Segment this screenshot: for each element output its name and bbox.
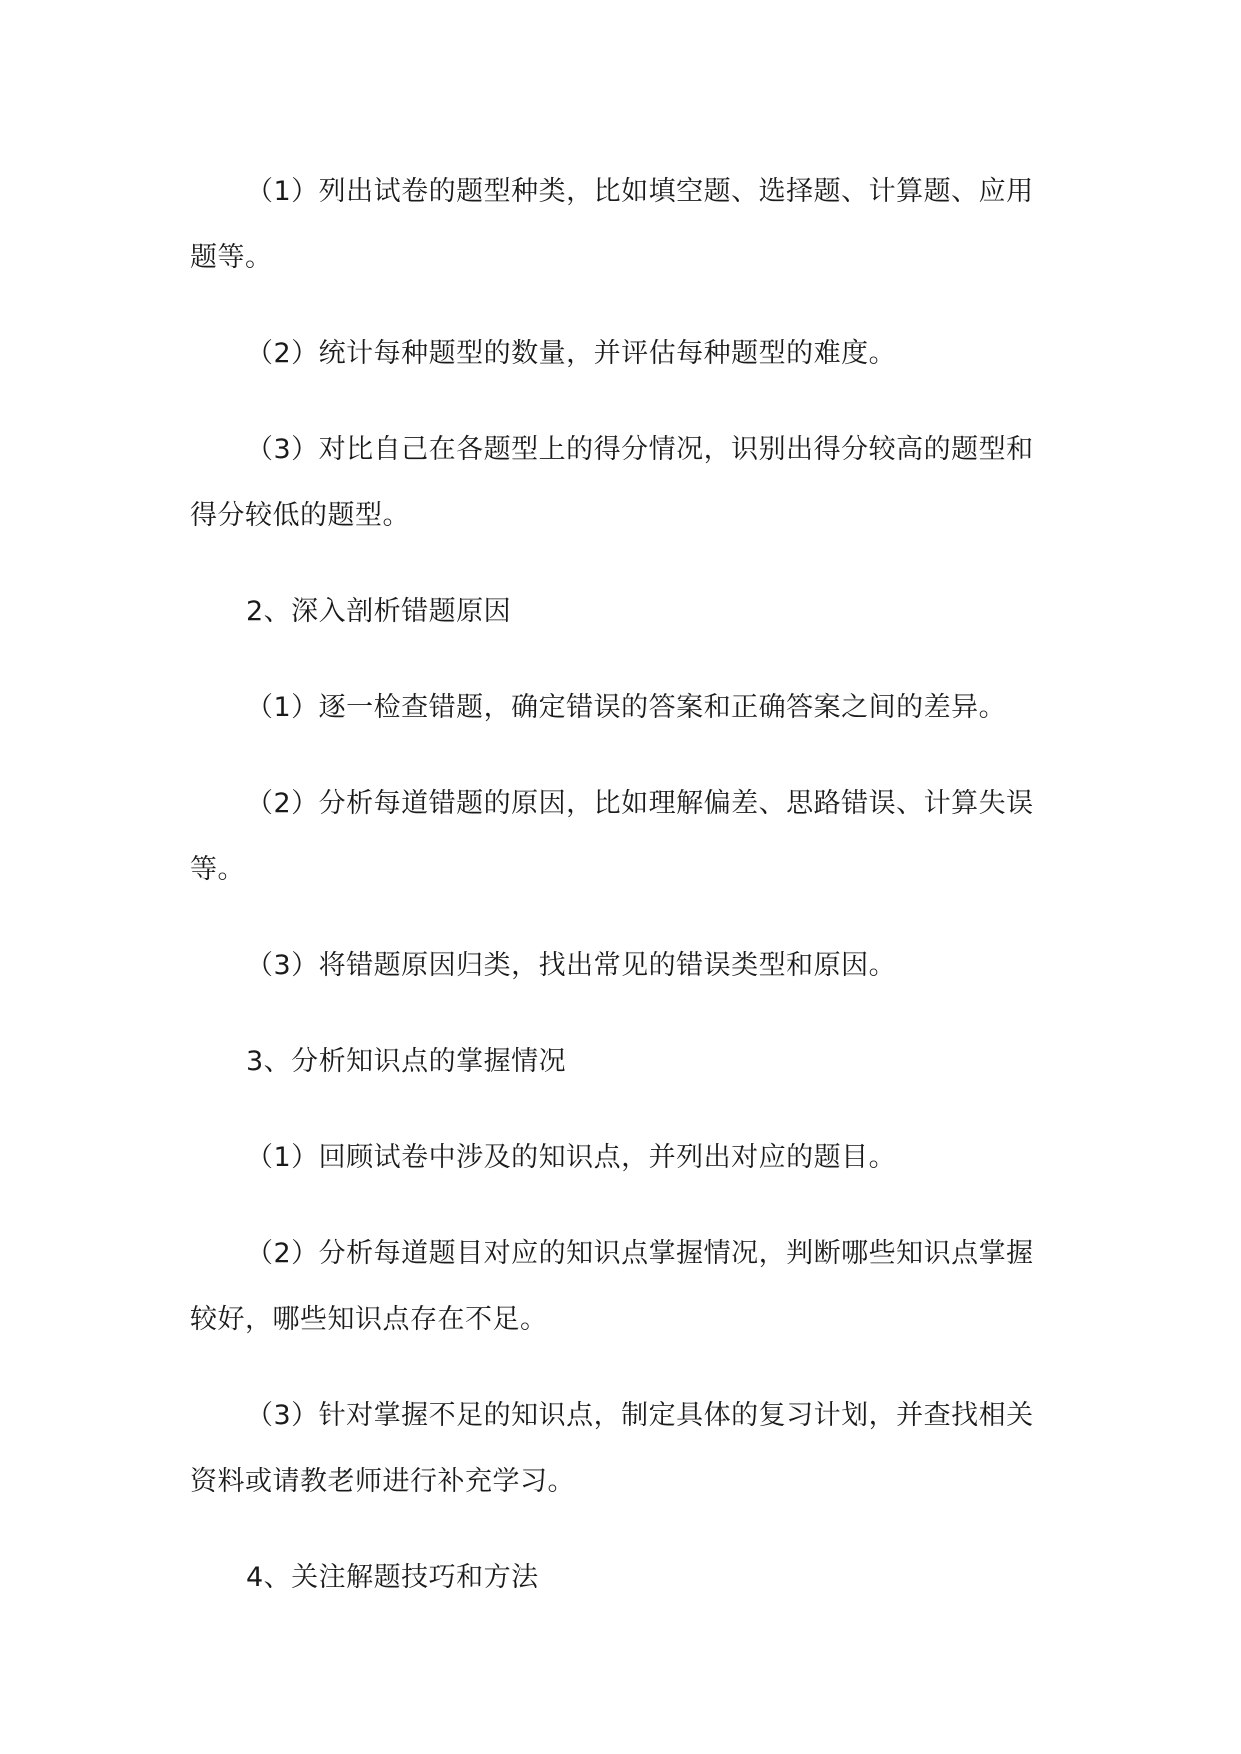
paragraph-check-errors: （1）逐一检查错题，确定错误的答案和正确答案之间的差异。 [246, 692, 1007, 723]
section-heading-techniques: 4、关注解题技巧和方法 [246, 1562, 539, 1593]
paragraph-question-type-count: （2）统计每种题型的数量，并评估每种题型的难度。 [246, 338, 897, 369]
paragraph-classify-errors: （3）将错题原因归类，找出常见的错误类型和原因。 [246, 950, 897, 981]
paragraph-assess-mastery: （2）分析每道题目对应的知识点掌握情况，判断哪些知识点掌握较好，哪些知识点存在不足。 [190, 1238, 1034, 1335]
paragraph-error-causes: （2）分析每道错题的原因，比如理解偏差、思路错误、计算失误等。 [190, 788, 1034, 885]
section-heading-error-analysis: 2、深入剖析错题原因 [246, 596, 512, 627]
paragraph-review-plan: （3）针对掌握不足的知识点，制定具体的复习计划，并查找相关资料或请教老师进行补充学习。 [190, 1400, 1034, 1497]
paragraph-score-comparison: （3）对比自己在各题型上的得分情况，识别出得分较高的题型和得分较低的题型。 [190, 434, 1034, 531]
paragraph-question-type-list: （1）列出试卷的题型种类，比如填空题、选择题、计算题、应用题等。 [190, 176, 1034, 273]
document-body [190, 159, 1050, 1641]
section-heading-knowledge-points: 3、分析知识点的掌握情况 [246, 1046, 567, 1077]
paragraph-review-knowledge: （1）回顾试卷中涉及的知识点，并列出对应的题目。 [246, 1142, 897, 1173]
